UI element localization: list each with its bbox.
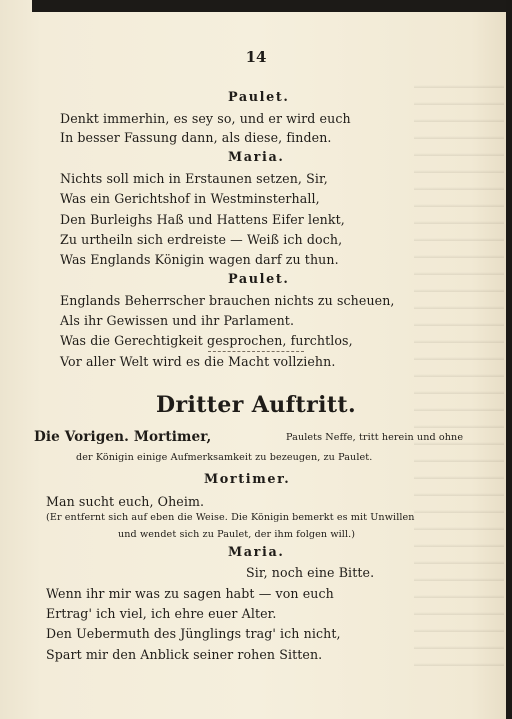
verse-line: Was Englands Königin wagen darf zu thun. [60,252,339,267]
verse-line: Wenn ihr mir was zu sagen habt — von euch [46,586,334,601]
verse-line: Englands Beherrscher brauchen nichts zu scheuen, [60,293,395,308]
verse-line: Sir, noch eine Bitte. [246,565,375,580]
verse-line: Vor aller Welt wird es die Macht vollziehn. [60,354,336,369]
scene-heading: Dritter Auftritt. [155,392,357,418]
stage-direction: der Königin einige Aufmerksamkeit zu bezeugen, zu Paulet. [76,452,373,463]
verse-line: Als ihr Gewissen und ihr Parlament. [60,313,295,328]
speaker-name: Paulet. [228,90,290,105]
scene-separator [208,351,304,353]
scan-right-edge [506,0,512,719]
show-through-text [414,80,504,680]
verse-line: In besser Fassung dann, als diese, finden. [60,130,332,145]
speaker-name: Mortimer. [204,472,291,487]
verse-line: Denkt immerhin, es sey so, und er wird euch [60,111,351,126]
verse-line: Was ein Gerichtshof in Westminsterhall, [60,191,320,206]
speaker-name: Paulet. [228,272,290,287]
verse-line: Nichts soll mich in Erstaunen setzen, Sir, [60,171,328,186]
verse-line: Ertrag' ich viel, ich ehre euer Alter. [46,606,277,621]
speaker-name: Maria. [228,545,285,560]
verse-line: Den Burleighs Haß und Hattens Eifer lenkt, [60,212,345,227]
verse-line: Spart mir den Anblick seiner rohen Sitten. [46,647,323,662]
verse-line: Was die Gerechtigkeit gesprochen, furchtlos, [60,333,353,348]
stage-direction: (Er entfernt sich auf eben die Weise. Die Königin bemerkt es mit Unwillen [46,512,415,523]
page-number: 14 [245,48,267,66]
verse-line: Den Uebermuth des Jünglings trag' ich nicht, [46,626,341,641]
stage-direction: Paulets Neffe, tritt herein und ohne [286,432,464,443]
stage-direction: Die Vorigen. Mortimer, [34,429,212,445]
verse-line: Zu urtheiln sich erdreiste — Weiß ich doch, [60,232,343,247]
verse-line: Man sucht euch, Oheim. [46,494,205,509]
speaker-name: Maria. [228,150,285,165]
scan-top-border [32,0,512,12]
stage-direction: und wendet sich zu Paulet, der ihm folgen will.) [118,529,356,540]
